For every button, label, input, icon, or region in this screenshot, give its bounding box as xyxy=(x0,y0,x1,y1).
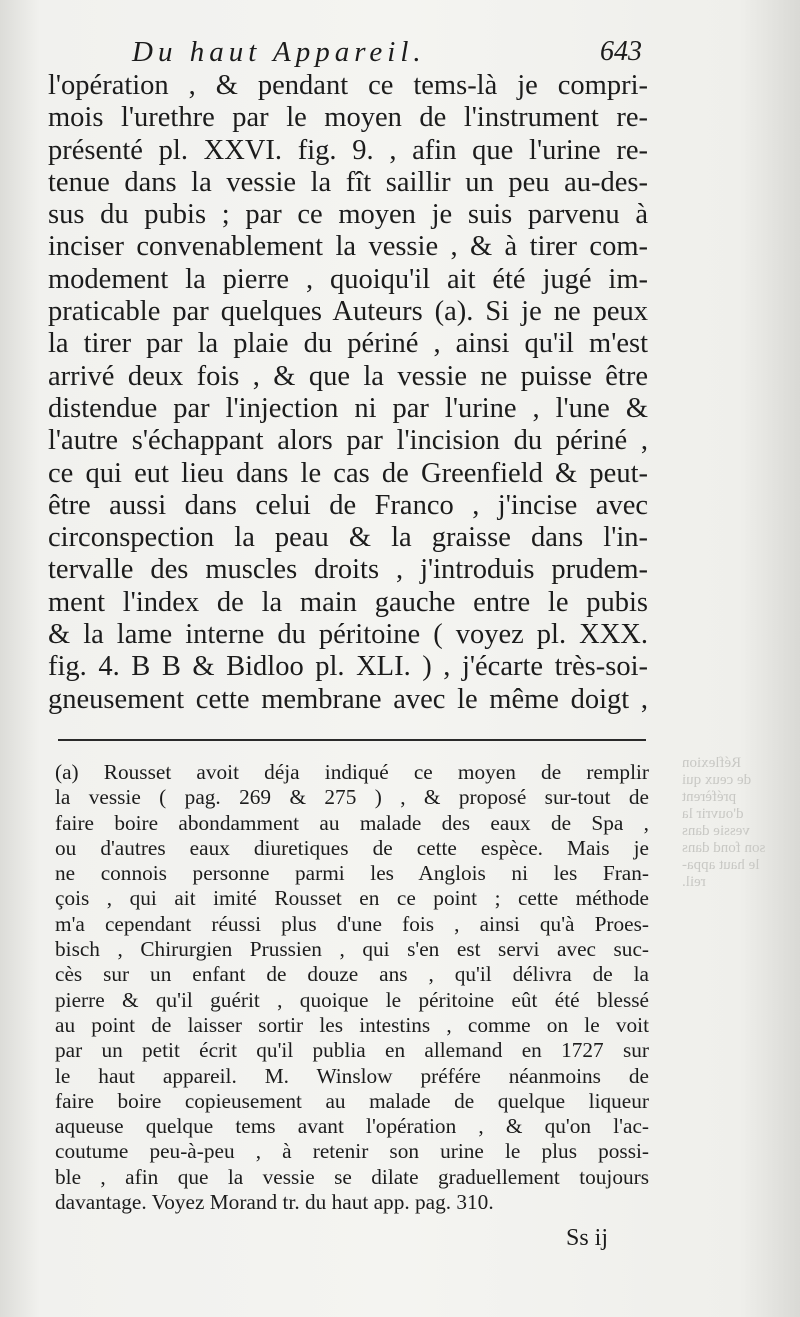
running-title: Du haut Appareil. xyxy=(132,36,426,68)
text-line: présenté pl. XXVI. fig. 9. , afin que l'urine re- xyxy=(48,134,648,166)
page-number: 643 xyxy=(600,36,642,67)
signature-mark: Ss ij xyxy=(565,1225,608,1251)
footnote-line: m'a cependant réussi plus d'une fois , ainsi qu'à Proes- xyxy=(55,911,649,936)
text-line: être aussi dans celui de Franco , j'incise avec xyxy=(48,489,648,521)
text-line: inciser convenablement la vessie , & à tirer com- xyxy=(48,231,648,263)
footnote-line: aqueuse quelque tems avant l'opération , & qu'on l'ac- xyxy=(55,1114,649,1139)
text-line: praticable par quelques Auteurs (a). Si je ne peux xyxy=(48,296,648,328)
footnote-line: au point de laisser sortir les intestins , comme on le voit xyxy=(55,1012,649,1037)
footnote-line: bisch , Chirurgien Prussien , qui s'en est servi avec suc- xyxy=(55,937,649,962)
footnote-line: le haut appareil. M. Winslow préfére néanmoins de xyxy=(55,1063,649,1088)
text-line: circonspection la peau & la graisse dans l'in- xyxy=(48,522,648,554)
footnote xyxy=(55,760,649,1215)
footnote-line: çois , qui ait imité Rousset en ce point ; cette méthode xyxy=(55,886,649,911)
text-line: ce qui eut lieu dans le cas de Greenfield & peut- xyxy=(48,457,648,489)
text-line: arrivé deux fois , & que la vessie ne puisse être xyxy=(48,360,648,392)
text-line: gneusement cette membrane avec le même doigt , xyxy=(48,683,648,715)
footnote-line: davantage. Voyez Morand tr. du haut app. pag. 310. xyxy=(55,1190,494,1215)
text-line: distendue par l'injection ni par l'urine , l'une & xyxy=(48,392,648,424)
text-line: sus du pubis ; par ce moyen je suis parvenu à xyxy=(48,199,648,231)
footnote-line: par un petit écrit qu'il publia en allemand en 1727 sur xyxy=(55,1038,649,1063)
footnote-rule xyxy=(58,739,646,741)
text-line: tervalle des muscles droits , j'introduis prudem- xyxy=(48,554,648,586)
footnote-line: ne connois personne parmi les Anglois ni les Fran- xyxy=(55,861,649,886)
text-line: & la lame interne du péritoine ( voyez pl. XXX. xyxy=(48,619,648,651)
footnote-line: cès sur un enfant de douze ans , qu'il délivra de la xyxy=(55,962,649,987)
footnote-line: coutume peu-à-peu , à retenir son urine le plus possi- xyxy=(55,1139,649,1164)
footnote-line: ou d'autres eaux diuretiques de cette espèce. Mais je xyxy=(55,835,649,860)
footnote-line: ble , afin que la vessie se dilate graduellement toujours xyxy=(55,1164,649,1189)
text-line: l'opération , & pendant ce tems-là je compri- xyxy=(48,70,648,101)
footnote-line: faire boire copieusement au malade de quelque liqueur xyxy=(55,1088,649,1113)
footnote-line: la vessie ( pag. 269 & 275 ) , & proposé sur-tout de xyxy=(55,785,649,810)
main-text xyxy=(48,70,648,716)
text-line: fig. 4. B B & Bidloo pl. XLI. ) , j'écarte très-soi- xyxy=(48,651,648,683)
page-header xyxy=(132,34,642,74)
show-through-text: Réflexion de ceux qui préfèrent d'ouvrir la vessie dans son fond dans le haut appa- reil. xyxy=(682,755,766,890)
text-line: ment l'index de la main gauche entre le pubis xyxy=(48,586,648,618)
footnote-line: faire boire abondamment au malade des eaux de Spa , xyxy=(55,810,649,835)
text-line: mois l'urethre par le moyen de l'instrument re- xyxy=(48,102,648,134)
footnote-line: (a) Rousset avoit déja indiqué ce moyen de remplir xyxy=(55,760,649,784)
text-line: la tirer par la plaie du périné , ainsi qu'il m'est xyxy=(48,328,648,360)
text-line: modement la pierre , quoiqu'il ait été jugé im- xyxy=(48,263,648,295)
footnote-line: pierre & qu'il guérit , quoique le péritoine eût été blessé xyxy=(55,987,649,1012)
text-line: l'autre s'échappant alors par l'incision du périné , xyxy=(48,425,648,457)
text-line: tenue dans la vessie la fît saillir un peu au-des- xyxy=(48,166,648,198)
